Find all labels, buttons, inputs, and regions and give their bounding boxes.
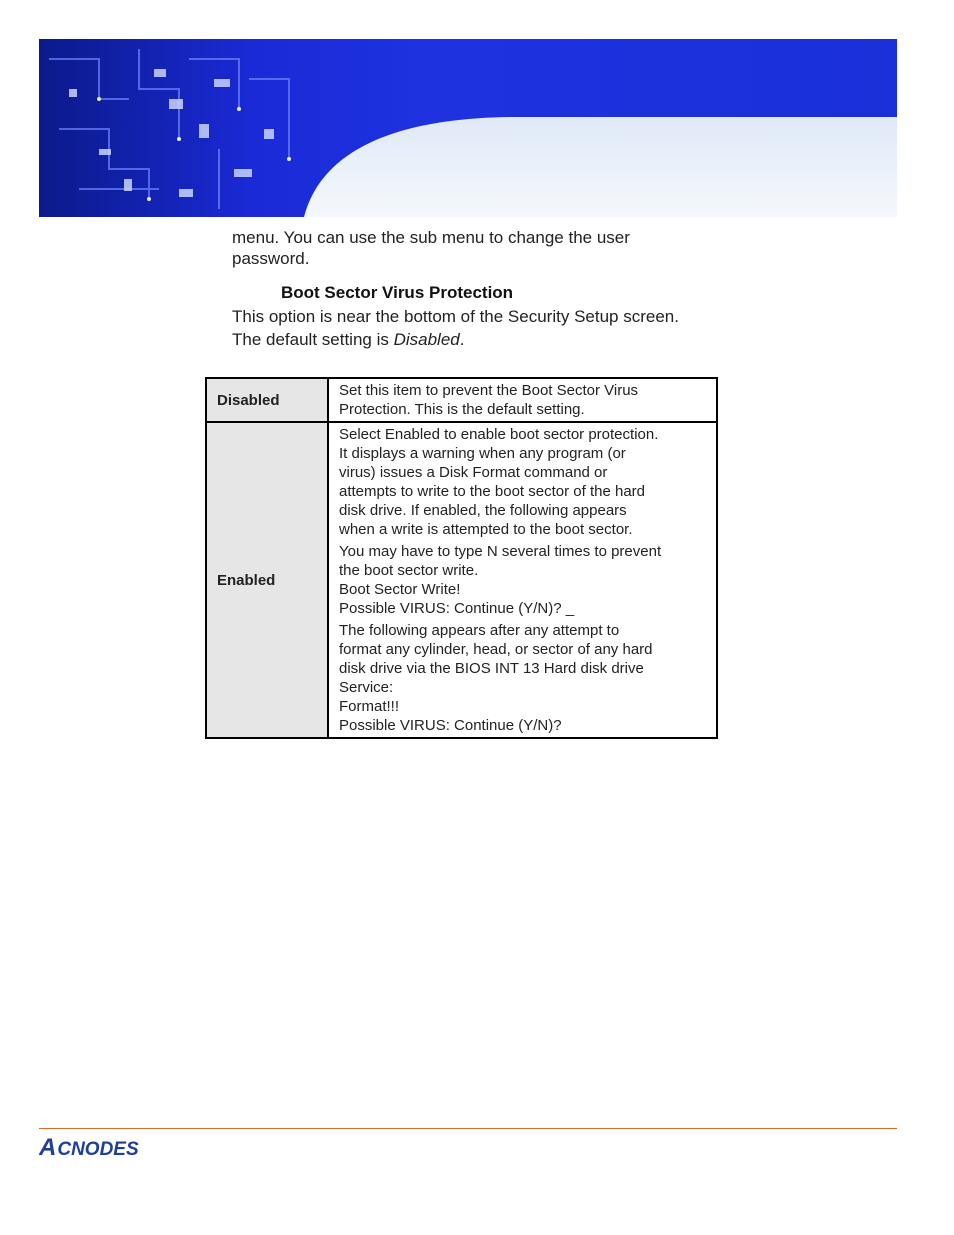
footer-rule <box>39 1128 897 1129</box>
description-line: You may have to type N several times to prevent <box>339 543 662 560</box>
description-line: Boot Sector Write! <box>339 581 461 598</box>
default-setting-value: Disabled <box>393 330 460 349</box>
description-line: attempts to write to the boot sector of the hard <box>339 483 645 500</box>
description-line: Select Enabled to enable boot sector protection. <box>339 426 659 443</box>
description-line: Service: <box>339 679 394 696</box>
section-description <box>232 306 679 350</box>
option-description-enabled <box>328 422 717 738</box>
default-setting-suffix: . <box>459 330 465 349</box>
option-description-disabled <box>328 378 717 422</box>
section-desc-line: This option is near the bottom of the Security Setup screen. <box>232 307 679 326</box>
description-line: Possible VIRUS: Continue (Y/N)? _ <box>339 600 575 617</box>
description-line: Possible VIRUS: Continue (Y/N)? <box>339 717 562 734</box>
acnodes-logo <box>39 1134 199 1165</box>
description-line: virus) issues a Disk Format command or <box>339 464 608 481</box>
description-line: Protection. This is the default setting. <box>339 401 585 418</box>
acnodes-logo-icon <box>39 1134 199 1160</box>
description-line: format any cylinder, head, or sector of any hard <box>339 641 653 658</box>
section-desc-line <box>232 329 679 350</box>
description-line: the boot sector write. <box>339 562 479 579</box>
circuit-board-banner-image <box>39 39 897 217</box>
options-table <box>205 377 718 739</box>
description-line: when a write is attempted to the boot sector. <box>339 521 633 538</box>
description-line: The following appears after any attempt to <box>339 622 620 639</box>
description-line: disk drive via the BIOS INT 13 Hard disk drive <box>339 660 644 677</box>
default-setting-prefix: The default setting is <box>232 330 394 349</box>
table-row <box>206 378 717 422</box>
intro-line: menu. You can use the sub menu to change the user <box>232 228 630 247</box>
intro-line: password. <box>232 249 310 268</box>
description-line: Format!!! <box>339 698 400 715</box>
header-banner <box>39 39 897 217</box>
intro-paragraph <box>232 227 630 269</box>
table-row <box>206 422 717 738</box>
logo-initial: A <box>39 1134 57 1160</box>
description-line: It displays a warning when any program (or <box>339 445 626 462</box>
description-line: disk drive. If enabled, the following appears <box>339 502 627 519</box>
logo-rest: CNODES <box>57 1139 139 1160</box>
description-line: Set this item to prevent the Boot Sector Virus <box>339 382 639 399</box>
option-name-disabled: Disabled <box>206 378 328 422</box>
section-title: Boot Sector Virus Protection <box>281 283 514 302</box>
option-name-enabled: Enabled <box>206 422 328 738</box>
svg-text:ACNODES <box>39 1134 139 1160</box>
